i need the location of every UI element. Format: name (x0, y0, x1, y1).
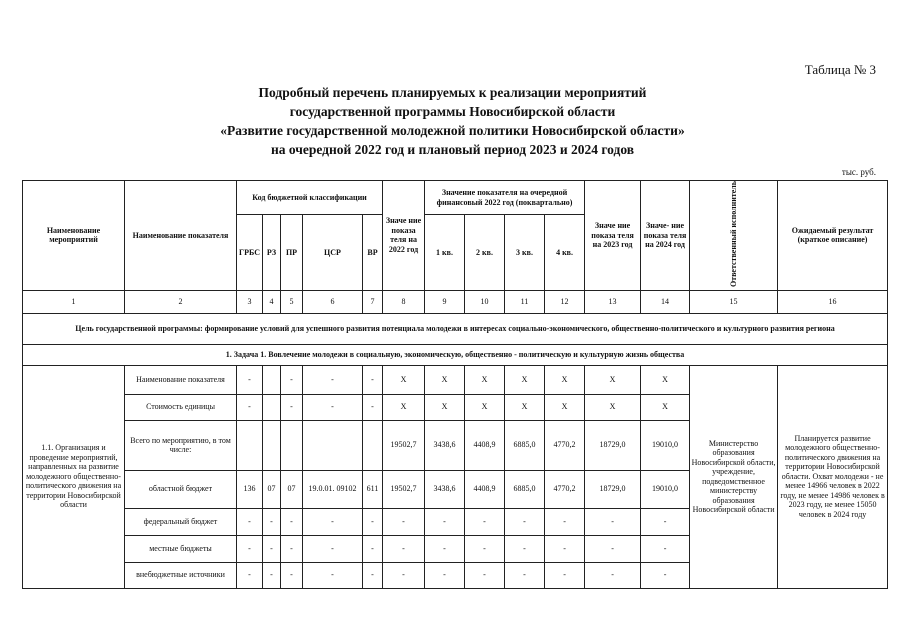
column-number: 12 (545, 290, 585, 313)
table-row (23, 365, 888, 394)
cell-pr: - (281, 394, 303, 420)
document-title (0, 83, 905, 159)
title-line: «Развитие государственной молодежной политики Новосибирской области» (220, 123, 685, 138)
cell-vr (363, 420, 383, 470)
header-q1: 1 кв. (425, 215, 465, 290)
cell-value-2023: - (585, 535, 641, 562)
row-label: местные бюджеты (125, 535, 237, 562)
cell-grbs: - (237, 365, 263, 394)
column-number: 14 (641, 290, 690, 313)
cell-q1: 3438,6 (425, 470, 465, 508)
column-number: 1 (23, 290, 125, 313)
cell-value-2024: - (641, 535, 690, 562)
header-indicator-name: Наименование показателя (125, 181, 237, 291)
cell-csr: - (303, 562, 363, 588)
row-label: областной бюджет (125, 470, 237, 508)
column-number: 11 (505, 290, 545, 313)
cell-q1: X (425, 394, 465, 420)
cell-rz: - (263, 508, 281, 535)
cell-value-2023: X (585, 365, 641, 394)
cell-value-2023: X (585, 394, 641, 420)
cell-q1: - (425, 562, 465, 588)
column-number: 4 (263, 290, 281, 313)
header-q3: 3 кв. (505, 215, 545, 290)
title-line: на очередной 2022 год и плановый период 2023 и 2024 годов (270, 142, 635, 157)
cell-q2: - (465, 508, 505, 535)
column-number: 9 (425, 290, 465, 313)
cell-q3: X (505, 394, 545, 420)
cell-q3: 6885,0 (505, 420, 545, 470)
cell-value-2024: 19010,0 (641, 470, 690, 508)
cell-value-2024: 19010,0 (641, 420, 690, 470)
cell-csr: - (303, 365, 363, 394)
cell-q2: X (465, 394, 505, 420)
cell-q4: 4770,2 (545, 420, 585, 470)
cell-pr: - (281, 535, 303, 562)
cell-grbs: - (237, 394, 263, 420)
cell-value-2023: 18729,0 (585, 420, 641, 470)
row-label: внебюджетные источники (125, 562, 237, 588)
column-number: 5 (281, 290, 303, 313)
header-value-2022: Значе ние показа теля на 2022 год (383, 181, 425, 291)
cell-vr: - (363, 508, 383, 535)
cell-vr: - (363, 394, 383, 420)
column-number: 2 (125, 290, 237, 313)
header-grbs: ГРБС (237, 215, 263, 290)
cell-value-2022: - (383, 508, 425, 535)
cell-q2: 4408,9 (465, 470, 505, 508)
cell-rz (263, 420, 281, 470)
header-rz: РЗ (263, 215, 281, 290)
column-number: 6 (303, 290, 363, 313)
cell-pr: - (281, 365, 303, 394)
cell-q4: - (545, 562, 585, 588)
cell-value-2022: X (383, 394, 425, 420)
cell-q4: - (545, 535, 585, 562)
cell-q4: - (545, 508, 585, 535)
cell-q3: - (505, 535, 545, 562)
cell-vr: 611 (363, 470, 383, 508)
cell-csr: - (303, 508, 363, 535)
events-table (22, 180, 888, 589)
cell-pr: - (281, 562, 303, 588)
cell-q2: 4408,9 (465, 420, 505, 470)
cell-vr: - (363, 535, 383, 562)
cell-q2: - (465, 535, 505, 562)
event-executor: Министерство образования Новосибирской области, учреждение, подведомственное министерству образования Новосибирской области (690, 365, 778, 588)
cell-csr: - (303, 535, 363, 562)
table-number: Таблица № 3 (804, 62, 876, 77)
cell-q1: 3438,6 (425, 420, 465, 470)
cell-rz (263, 365, 281, 394)
cell-value-2023: - (585, 562, 641, 588)
cell-grbs: 136 (237, 470, 263, 508)
header-pr: ПР (281, 215, 303, 290)
header-vr: ВР (363, 215, 383, 290)
cell-rz: - (263, 535, 281, 562)
header-event-name: Наименование мероприятий (23, 181, 125, 291)
cell-rz (263, 394, 281, 420)
header-value-2023: Значе ние показа теля на 2023 год (585, 181, 641, 291)
cell-value-2024: - (641, 508, 690, 535)
cell-csr: 19.0.01. 09102 (303, 470, 363, 508)
header-quarterly: Значение показателя на очередной финансовый 2022 год (поквартально) (425, 181, 585, 215)
cell-value-2024: - (641, 562, 690, 588)
cell-q2: X (465, 365, 505, 394)
header-csr: ЦСР (303, 215, 363, 290)
cell-grbs: - (237, 535, 263, 562)
cell-csr (303, 420, 363, 470)
column-number: 8 (383, 290, 425, 313)
column-numbers-row (23, 290, 888, 313)
cell-value-2022: 19502,7 (383, 470, 425, 508)
cell-grbs: - (237, 562, 263, 588)
cell-value-2022: - (383, 562, 425, 588)
cell-rz: - (263, 562, 281, 588)
cell-vr: - (363, 365, 383, 394)
row-label: Стоимость единицы (125, 394, 237, 420)
column-number: 15 (690, 290, 778, 313)
cell-pr: - (281, 508, 303, 535)
header-executor (690, 181, 778, 291)
event-name: 1.1. Организация и проведение мероприятий, направленных на развитие молодежного общественно-политического движения на территории Новосибирской области (23, 365, 125, 588)
cell-value-2022: X (383, 365, 425, 394)
cell-grbs: - (237, 508, 263, 535)
cell-value-2023: 18729,0 (585, 470, 641, 508)
cell-grbs (237, 420, 263, 470)
header-budget-code: Код бюджетной классификации (237, 181, 383, 215)
cell-rz: 07 (263, 470, 281, 508)
row-label: Всего по мероприятию, в том числе: (125, 420, 237, 470)
header-executor-text: Ответственный исполнитель (728, 181, 738, 288)
cell-q3: - (505, 508, 545, 535)
cell-value-2022: 19502,7 (383, 420, 425, 470)
column-number: 13 (585, 290, 641, 313)
event-result: Планируется развитие молодежного общественно-политического движения на территории Новосибирской области. Охват молодежи - не менее 14966 человек в 2022 году, не менее 14986 человек в 2023 году, не менее 15050 человек в 2024 году (778, 365, 888, 588)
row-label: Наименование показателя (125, 365, 237, 394)
column-number: 3 (237, 290, 263, 313)
cell-q3: - (505, 562, 545, 588)
title-line: Подробный перечень планируемых к реализации мероприятий (258, 85, 647, 100)
cell-q1: - (425, 535, 465, 562)
cell-pr (281, 420, 303, 470)
cell-q3: X (505, 365, 545, 394)
cell-value-2024: X (641, 394, 690, 420)
header-q4: 4 кв. (545, 215, 585, 290)
cell-pr: 07 (281, 470, 303, 508)
program-goal: Цель государственной программы: формирование условий для успешного развития потенциала молодежи в интересах социально-экономического, общественно-политического и культурного развития региона (23, 313, 888, 344)
cell-value-2022: - (383, 535, 425, 562)
title-line: государственной программы Новосибирской области (289, 104, 616, 119)
cell-q1: - (425, 508, 465, 535)
cell-value-2023: - (585, 508, 641, 535)
cell-value-2024: X (641, 365, 690, 394)
cell-q4: X (545, 365, 585, 394)
units-label: тыс. руб. (841, 167, 876, 177)
cell-q4: 4770,2 (545, 470, 585, 508)
column-number: 16 (778, 290, 888, 313)
cell-q4: X (545, 394, 585, 420)
header-q2: 2 кв. (465, 215, 505, 290)
cell-q2: - (465, 562, 505, 588)
cell-q1: X (425, 365, 465, 394)
header-value-2024: Значе- ние показа теля на 2024 год (641, 181, 690, 291)
cell-vr: - (363, 562, 383, 588)
header-result: Ожидаемый результат (краткое описание) (778, 181, 888, 291)
row-label: федеральный бюджет (125, 508, 237, 535)
task-heading: 1. Задача 1. Вовлечение молодежи в социальную, экономическую, общественно - политическую и культурную жизнь общества (23, 344, 888, 365)
cell-q3: 6885,0 (505, 470, 545, 508)
column-number: 10 (465, 290, 505, 313)
column-number: 7 (363, 290, 383, 313)
cell-csr: - (303, 394, 363, 420)
